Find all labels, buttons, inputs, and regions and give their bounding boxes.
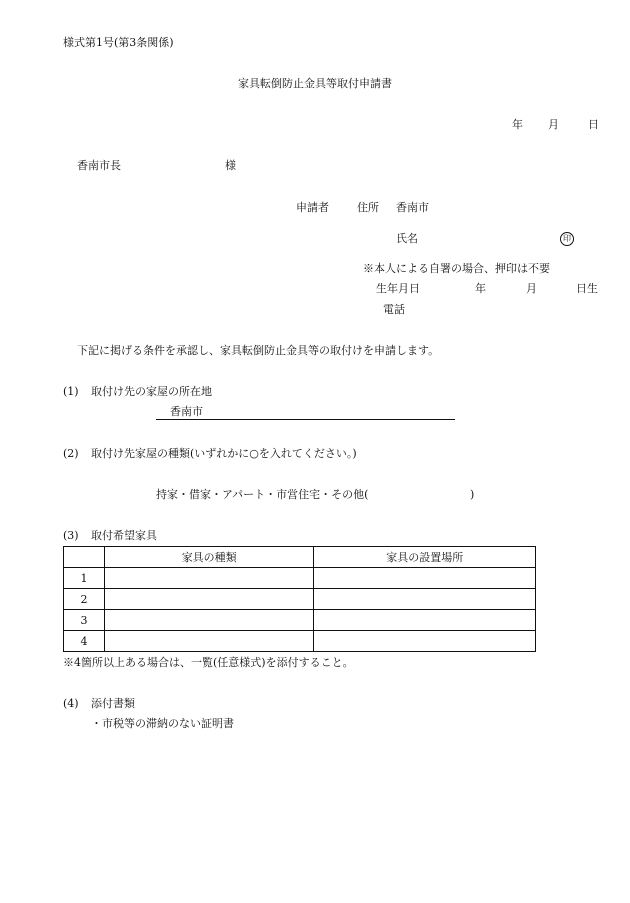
section-3-number: (3) <box>63 529 79 542</box>
name-label: 氏名 <box>396 232 418 245</box>
furniture-type-cell[interactable] <box>104 631 314 652</box>
applicant-label: 申請者 <box>296 201 329 214</box>
phone-label: 電話 <box>383 303 405 316</box>
house-type-options[interactable]: 持家・借家・アパート・市営住宅・その他( <box>156 488 369 501</box>
attachment-item: ・市税等の滞納のない証明書 <box>91 717 234 730</box>
location-cell[interactable] <box>314 631 536 652</box>
section-1-number: (1) <box>63 385 79 398</box>
addressee-honorific: 様 <box>225 159 236 172</box>
section-3-label: 取付希望家具 <box>91 529 157 542</box>
furniture-type-cell[interactable] <box>104 589 314 610</box>
table-row <box>64 589 536 610</box>
furniture-table <box>63 546 536 652</box>
section-4-number: (4) <box>63 697 79 710</box>
table-header-number <box>64 547 105 568</box>
location-value: 香南市 <box>170 405 203 418</box>
section-2-number: (2) <box>63 447 79 460</box>
table-header-row <box>64 547 536 568</box>
signature-note: ※本人による自署の場合、押印は不要 <box>363 262 550 275</box>
form-label: 様式第1号(第3条関係) <box>63 36 174 49</box>
date-year-label: 年 <box>512 118 523 131</box>
location-cell[interactable] <box>314 610 536 631</box>
row-number: 1 <box>64 568 105 589</box>
section-4-label: 添付書類 <box>91 697 135 710</box>
table-row <box>64 631 536 652</box>
row-number: 3 <box>64 610 105 631</box>
section-1-label: 取付け先の家屋の所在地 <box>91 385 212 398</box>
location-cell[interactable] <box>314 568 536 589</box>
seal-mark: 印 <box>560 232 574 246</box>
birth-day-label: 日生 <box>576 282 598 295</box>
location-field[interactable] <box>156 405 455 420</box>
house-type-close-paren: ) <box>470 488 475 501</box>
furniture-type-cell[interactable] <box>104 568 314 589</box>
furniture-type-cell[interactable] <box>104 610 314 631</box>
address-value: 香南市 <box>396 201 429 214</box>
document-title: 家具転倒防止金具等取付申請書 <box>238 77 392 90</box>
location-cell[interactable] <box>314 589 536 610</box>
row-number: 4 <box>64 631 105 652</box>
birth-year-label: 年 <box>475 282 486 295</box>
table-header-location: 家具の設置場所 <box>314 547 536 568</box>
birth-month-label: 月 <box>526 282 537 295</box>
table-header-furniture-type: 家具の種類 <box>104 547 314 568</box>
table-note: ※4箇所以上ある場合は、一覧(任意様式)を添付すること。 <box>63 656 354 669</box>
row-number: 2 <box>64 589 105 610</box>
table-row <box>64 610 536 631</box>
addressee-name: 香南市長 <box>77 159 121 172</box>
birthdate-label: 生年月日 <box>376 282 420 295</box>
address-label: 住所 <box>357 201 379 214</box>
section-2-label: 取付け先家屋の種類(いずれかに○を入れてください。) <box>91 447 357 460</box>
table-row <box>64 568 536 589</box>
date-month-label: 月 <box>548 118 559 131</box>
application-statement: 下記に掲げる条件を承認し、家具転倒防止金具等の取付けを申請します。 <box>77 344 440 357</box>
date-day-label: 日 <box>588 118 599 131</box>
